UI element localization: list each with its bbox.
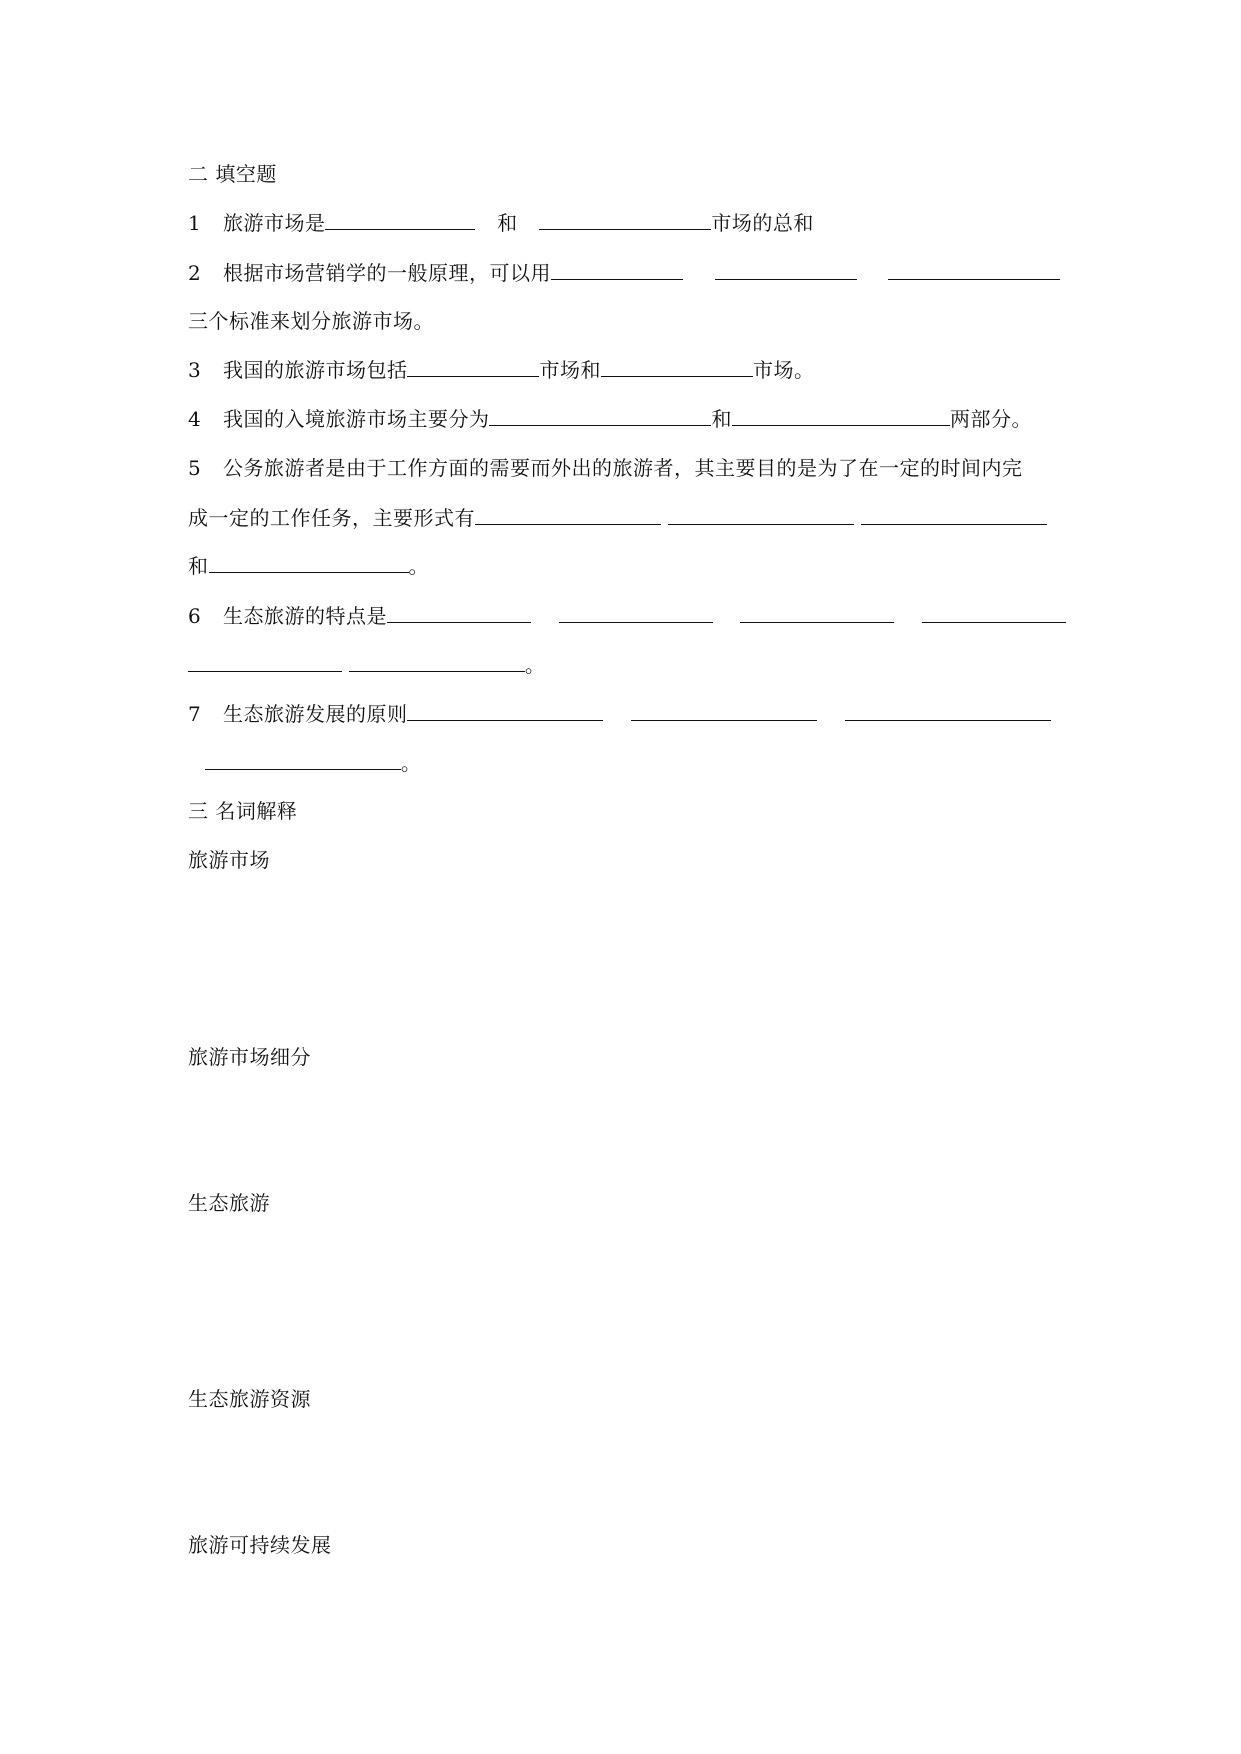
answer-blank[interactable] bbox=[740, 603, 894, 623]
term-label: 生态旅游资源 bbox=[188, 1387, 311, 1411]
question-6-continued bbox=[188, 651, 545, 679]
question-text: 生态旅游发展的原则 bbox=[222, 702, 408, 726]
question-number: 5 bbox=[188, 456, 202, 480]
answer-blank[interactable] bbox=[715, 260, 857, 280]
term-label: 生态旅游 bbox=[188, 1191, 270, 1215]
answer-blank[interactable] bbox=[559, 603, 713, 623]
question-text: 。 bbox=[524, 653, 546, 677]
question-6 bbox=[188, 602, 1066, 630]
answer-blank[interactable] bbox=[888, 260, 1060, 280]
question-text: 市场的总和 bbox=[711, 211, 814, 235]
question-text: 和 bbox=[497, 211, 518, 235]
answer-blank[interactable] bbox=[551, 260, 683, 280]
answer-blank[interactable] bbox=[407, 701, 603, 721]
question-text: 公务旅游者是由于工作方面的需要而外出的旅游者，其主要目的是为了在一定的时间内完 bbox=[222, 456, 1023, 480]
answer-blank[interactable] bbox=[668, 505, 854, 525]
question-text: 市场。 bbox=[752, 358, 815, 382]
question-number: 4 bbox=[188, 407, 202, 431]
question-text: 生态旅游的特点是 bbox=[222, 604, 387, 628]
question-text: 市场和 bbox=[539, 358, 601, 382]
answer-blank[interactable] bbox=[631, 701, 817, 721]
question-text: 和 bbox=[188, 554, 209, 578]
question-2-continued: 三个标准来划分旅游市场。 bbox=[188, 309, 434, 333]
answer-blank[interactable] bbox=[205, 750, 401, 770]
question-number: 7 bbox=[188, 702, 202, 726]
question-5 bbox=[188, 454, 1022, 482]
term-label: 旅游市场 bbox=[188, 848, 270, 872]
question-5-continued-2 bbox=[188, 552, 429, 580]
question-4 bbox=[188, 405, 1032, 433]
question-text: 我国的入境旅游市场主要分为 bbox=[222, 407, 490, 431]
answer-blank[interactable] bbox=[922, 603, 1066, 623]
question-number: 3 bbox=[188, 358, 202, 382]
answer-blank[interactable] bbox=[861, 505, 1047, 525]
term-label: 旅游市场细分 bbox=[188, 1045, 311, 1069]
answer-blank[interactable] bbox=[209, 553, 409, 573]
question-text: 旅游市场是 bbox=[222, 211, 326, 235]
answer-blank[interactable] bbox=[475, 505, 661, 525]
question-5-continued bbox=[188, 504, 1047, 532]
question-number: 1 bbox=[188, 211, 202, 235]
answer-blank[interactable] bbox=[489, 406, 711, 426]
question-number: 6 bbox=[188, 604, 202, 628]
question-text: 。 bbox=[408, 554, 429, 578]
term-label: 旅游可持续发展 bbox=[188, 1533, 332, 1557]
answer-blank[interactable] bbox=[407, 357, 539, 377]
question-text: 两部分。 bbox=[949, 407, 1032, 431]
question-number: 2 bbox=[188, 261, 202, 285]
question-text: 我国的旅游市场包括 bbox=[222, 358, 408, 382]
question-7-continued bbox=[188, 749, 421, 777]
answer-blank[interactable] bbox=[325, 210, 475, 230]
question-text: 根据市场营销学的一般原理，可以用 bbox=[222, 261, 551, 285]
answer-blank[interactable] bbox=[188, 652, 342, 672]
question-7 bbox=[188, 700, 1051, 728]
question-text: 和 bbox=[711, 407, 732, 431]
answer-blank[interactable] bbox=[845, 701, 1051, 721]
answer-blank[interactable] bbox=[601, 357, 753, 377]
section-heading-definitions: 三 名词解释 bbox=[188, 799, 298, 823]
question-1 bbox=[188, 209, 814, 237]
question-2 bbox=[188, 259, 1060, 287]
section-heading-fill-in: 二 填空题 bbox=[188, 162, 277, 186]
question-text: 。 bbox=[400, 751, 422, 775]
question-3 bbox=[188, 356, 814, 384]
answer-blank[interactable] bbox=[349, 652, 525, 672]
question-text: 成一定的工作任务，主要形式有 bbox=[188, 506, 475, 530]
answer-blank[interactable] bbox=[539, 210, 711, 230]
answer-blank[interactable] bbox=[732, 406, 950, 426]
answer-blank[interactable] bbox=[387, 603, 531, 623]
